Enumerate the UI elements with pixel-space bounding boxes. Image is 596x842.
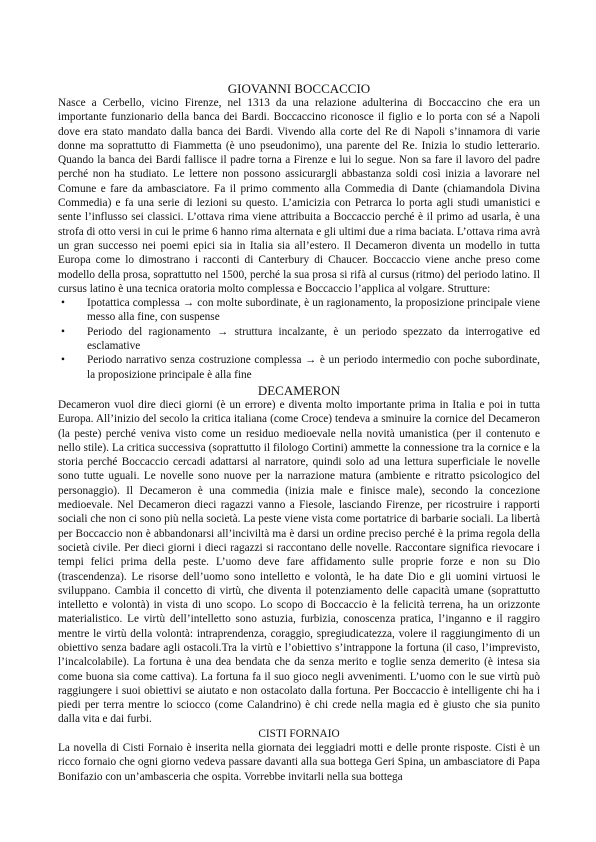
list-item — [58, 353, 540, 382]
structures-list — [58, 296, 540, 382]
section-heading-cisti: CISTI FORNAIO — [258, 727, 340, 740]
section-heading-decameron: DECAMERON — [257, 382, 341, 398]
bullet-icon: • — [61, 325, 65, 338]
cisti-paragraph: La novella di Cisti Fornaio è inserita nella giornata dei leggiadri motti e delle pronte risposte. Cisti è un ricco fornaio che ogni giorno vedeva passare davanti alla sua bottega Geri Spina, un ambasciatore di Papa Bonifazio con un’ambasceria che ospita. Vorrebbe invitarli nella sua bottega — [58, 742, 540, 783]
bullet-icon: • — [61, 354, 65, 367]
list-item-text: Periodo narrativo senza costruzione complessa → è un periodo intermedio con poche subordinate, la proposizione principale è alla fine — [87, 354, 540, 381]
document-body — [58, 80, 540, 784]
page-title: GIOVANNI BOCCACCIO — [227, 81, 371, 96]
intro-paragraph: Nasce a Cerbello, vicino Firenze, nel 1313 da una relazione adulterina di Boccaccino che era un importante funzionario della banca dei Bardi. Boccaccino riconosce il figlio e lo porta con sé a Napoli dove era stato mandato dalla banca dei Bardi. Vivendo alla corte del Re di Napoli s’innamora di varie donne ma soprattutto di Fiammetta (è uno pseudonimo), una parente del Re. Inizia lo studio letterario. Quando la banca dei Bardi fallisce il padre torna a Firenze e lui lo segue. Non sa fare il lavoro del padre perché non ha studiato. Le lettere non possono assicurargli abbastanza soldi così inizia a lavorare nel Comune e fare da ambasciatore. Fa il primo commento alla Commedia di Dante (chiamandola Divina Commedia) e fa una serie di lezioni su questo. L’amicizia con Petrarca lo porta agli studi umanistici e sente l’influsso sei classici. L’ottava rima viene attribuita a Boccaccio perché è il primo ad usarla, è una strofa di otto versi in cui le prime 6 hanno rima alternata e gli ultimi due a rima baciata. L’ottava rima avrà un gran successo nei poemi epici sia in Italia sia all’estero. Il Decameron diventa un modello in tutta Europa come lo dimostrano i racconti di Canterbury di Chaucer. Boccaccio viene anche preso come modello della prosa, soprattutto nel 1500, perché la sua prosa si rifà al cursus (ritmo) del periodo latino. Il cursus latino è una tecnica oratoria molto complessa e Boccaccio l’applica al volgare. Strutture: — [58, 97, 540, 295]
list-item — [58, 325, 540, 354]
decameron-paragraph: Decameron vuol dire dieci giorni (è un errore) e diventa molto importante prima in Italia e poi in tutta Europa. All’inizio del secolo la critica italiana (come Croce) tendeva a sminuire la cornice del Decameron (la peste) perché veniva visto come un residuo medioevale nella novità umanistica (per il contenuto e nello stile). La critica successiva (soprattutto il filologo Cortini) ammette la connessione tra la cornice e la storia perché Boccaccio cercadi adattarsi al narratore, quindi solo ad una lettura superficiale le novelle sono tutte uguali. Le novelle sono nuove per la narrazione matura (ambiente e ritratto psicologico del personaggio). Il Decameron è una commedia (inizia male e finisce male), secondo la concezione medioevale. Nel Decameron dieci ragazzi vanno a Fiesole, lasciando Firenze, per ricostruire i rapporti sociali che non ci sono più nella società. La peste viene vista come portatrice di barbarie sociali. La libertà per Boccaccio non è abbandonarsi all’inciviltà ma è darsi un ordine preciso perché è la prima regola della società civile. Per dieci giorni i dieci ragazzi si raccontano delle novelle. Raccontare significa rievocare i tempi felici prima della peste. L’uomo deve fare affidamento sulle proprie forze e non su Dio (trascendenza). Le risorse dell’uomo sono intelletto e volontà, le ha date Dio e gli uomini virtuosi le sviluppano. Cambia il concetto di virtù, che diventa il potenziamento delle capacità umane (soprattutto intelletto e volontà) in vista di uno scopo. Lo scopo di Boccaccio è la felicità terrena, ha un orizzonte materialistico. Le virtù dell’intelletto sono astuzia, furbizia, conoscenza pratica, l’inganno e il raggiro mentre le virtù della volontà: intraprendenza, coraggio, spregiudicatezza, volere il raggiungimento di un obiettivo senza badare agli ostacoli.Tra la virtù e l’obiettivo s’intrappone la fortuna (il caso, l’imprevisto, l’incalcolabile). La fortuna è una dea bendata che da senza merito e toglie senza demerito (è intesa sia come buona sia come cattiva). La fortuna fa il suo gioco negli avvenimenti. L’uomo con le sue virtù può raggiungere i suoi obiettivi se aiutato e non ostacolato dalla fortuna. Per Boccaccio è intelligente chi ha i piedi per terra mentre lo sciocco (come Calandrino) è chi crede nella magia ed è giusto che sia punito dalla vita e dai furbi. — [58, 398, 540, 726]
list-item — [58, 296, 540, 325]
list-item-text: Periodo del ragionamento → struttura incalzante, è un periodo spezzato da interrogative ed esclamative — [87, 325, 540, 353]
bullet-icon: • — [61, 297, 65, 310]
list-item-text: Ipotattica complessa → con molte subordinate, è un ragionamento, la proposizione principale viene messo alla fine, con suspense — [87, 297, 540, 324]
